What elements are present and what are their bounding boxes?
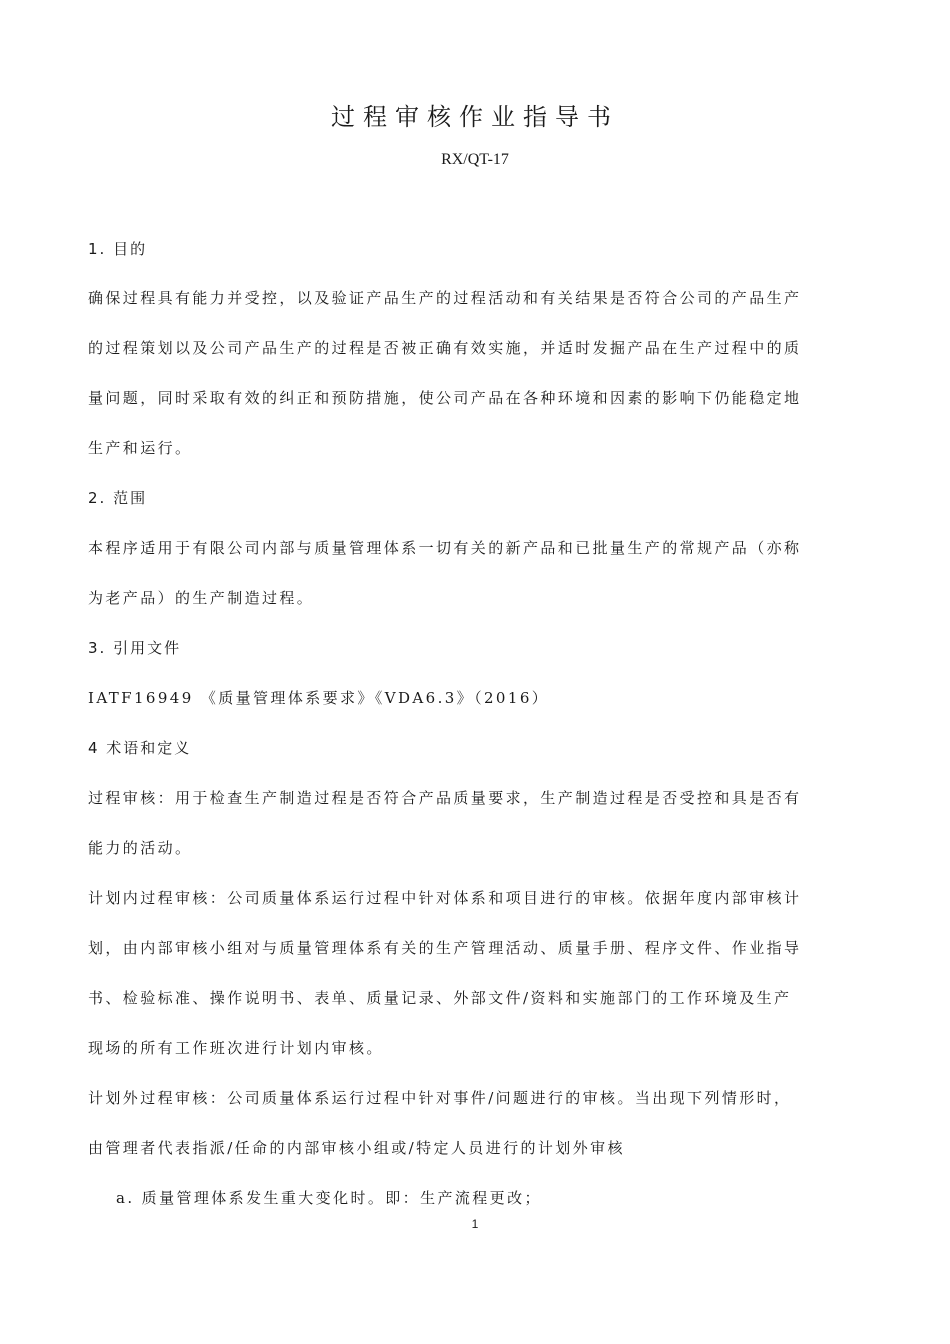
paragraph-line: 的过程策划以及公司产品生产的过程是否被正确有效实施，并适时发掘产品在生产过程中的质 bbox=[88, 339, 802, 357]
paragraph-line: 量问题，同时采取有效的纠正和预防措施，使公司产品在各种环境和因素的影响下仍能稳定地 bbox=[88, 389, 802, 407]
section-heading-scope: 2. 范围 bbox=[88, 489, 148, 507]
paragraph-line: 能力的活动。 bbox=[88, 839, 193, 857]
paragraph-line: 由管理者代表指派/任命的内部审核小组或/特定人员进行的计划外审核 bbox=[88, 1139, 625, 1157]
paragraph-line: 生产和运行。 bbox=[88, 439, 193, 457]
paragraph-line: 过程审核：用于检查生产制造过程是否符合产品质量要求，生产制造过程是否受控和具是否有 bbox=[88, 789, 802, 807]
document-title: 过程审核作业指导书 bbox=[331, 103, 619, 131]
paragraph-line: 为老产品）的生产制造过程。 bbox=[88, 589, 315, 607]
paragraph-line: 计划内过程审核：公司质量体系运行过程中针对体系和项目进行的审核。依据年度内部审核计 bbox=[88, 889, 802, 907]
paragraph-line: 划，由内部审核小组对与质量管理体系有关的生产管理活动、质量手册、程序文件、作业指导 bbox=[88, 939, 802, 957]
paragraph-line: 确保过程具有能力并受控，以及验证产品生产的过程活动和有关结果是否符合公司的产品生产 bbox=[88, 289, 802, 307]
reference-line: IATF16949 《质量管理体系要求》《VDA6.3》（2016） bbox=[88, 689, 550, 707]
section-heading-terms: 4 术语和定义 bbox=[88, 739, 192, 757]
list-item: a. 质量管理体系发生重大变化时。即：生产流程更改； bbox=[116, 1189, 542, 1207]
paragraph-line: 本程序适用于有限公司内部与质量管理体系一切有关的新产品和已批量生产的常规产品（亦称 bbox=[88, 539, 802, 557]
section-heading-purpose: 1. 目的 bbox=[88, 240, 148, 258]
paragraph-line: 现场的所有工作班次进行计划内审核。 bbox=[88, 1039, 384, 1057]
paragraph-line: 书、检验标准、操作说明书、表单、质量记录、外部文件/资料和实施部门的工作环境及生产 bbox=[88, 989, 792, 1007]
page-number: 1 bbox=[471, 1217, 479, 1231]
section-heading-references: 3. 引用文件 bbox=[88, 639, 182, 657]
document-code: RX/QT-17 bbox=[441, 151, 509, 168]
paragraph-line: 计划外过程审核：公司质量体系运行过程中针对事件/问题进行的审核。当出现下列情形时， bbox=[88, 1089, 792, 1107]
